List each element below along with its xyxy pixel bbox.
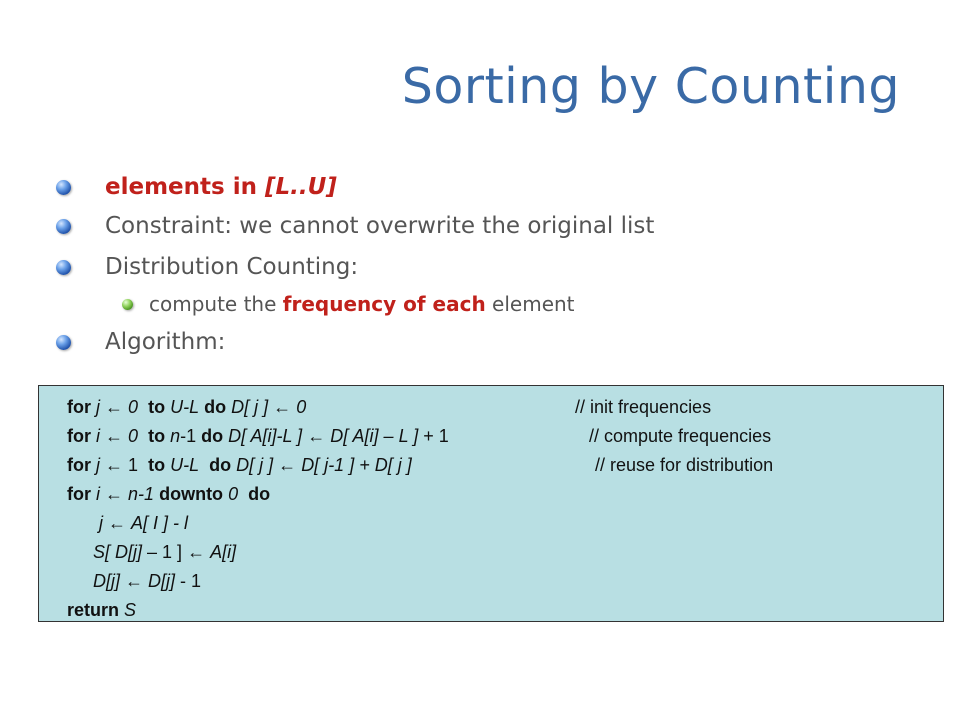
code-line-4: for i ← n-1 downto 0 do <box>67 484 271 504</box>
bullet-text: elements in [L..U] <box>105 174 337 200</box>
code-line-7: D[j] ← D[j] - 1 <box>93 571 202 591</box>
arrow-icon: ← <box>105 397 124 417</box>
sub-bullet-frequency <box>122 292 575 316</box>
bullet-text: Distribution Counting: <box>105 254 359 280</box>
code-line-5: j ← A[ I ] - l <box>99 513 189 533</box>
arrow-icon: ← <box>105 484 124 504</box>
bullet-icon <box>56 219 71 234</box>
bullet-text: Constraint: we cannot overwrite the original list <box>105 213 655 239</box>
bullet-icon <box>56 180 71 195</box>
sub-bullet-text: compute the frequency of each element <box>149 292 575 316</box>
bullet-text: Algorithm: <box>105 329 226 355</box>
bullet-distribution-counting <box>56 254 358 280</box>
code-comment-2: // compute frequencies <box>589 426 772 446</box>
code-comment-3: // reuse for distribution <box>595 455 774 475</box>
pseudocode-box <box>38 385 944 622</box>
bullet-constraint <box>56 213 654 239</box>
arrow-icon: ← <box>273 397 292 417</box>
bullet-algorithm <box>56 329 225 355</box>
arrow-icon: ← <box>125 571 144 591</box>
bullet-icon <box>56 260 71 275</box>
code-line-8: return S <box>67 600 137 620</box>
arrow-icon: ← <box>108 513 127 533</box>
code-comment-1: // init frequencies <box>575 397 712 417</box>
bullet-elements-range <box>56 174 337 200</box>
sub-bullet-icon <box>122 299 133 310</box>
slide-title: Sorting by Counting <box>401 58 900 115</box>
arrow-icon: ← <box>105 455 124 475</box>
code-line-2: for i ← 0 to n-1 do D[ A[i]-L ] ← D[ A[i] – L ] + 1 <box>67 426 449 446</box>
arrow-icon: ← <box>105 426 124 446</box>
arrow-icon: ← <box>187 542 206 562</box>
code-line-1: for j ← 0 to U-L do D[ j ] ← 0 <box>67 397 307 417</box>
arrow-icon: ← <box>307 426 326 446</box>
code-line-6: S[ D[j] – 1 ] ← A[i] <box>93 542 237 562</box>
code-line-3: for j ← 1 to U-L do D[ j ] ← D[ j-1 ] + D[ j ] <box>67 455 412 475</box>
bullet-icon <box>56 335 71 350</box>
arrow-icon: ← <box>278 455 297 475</box>
